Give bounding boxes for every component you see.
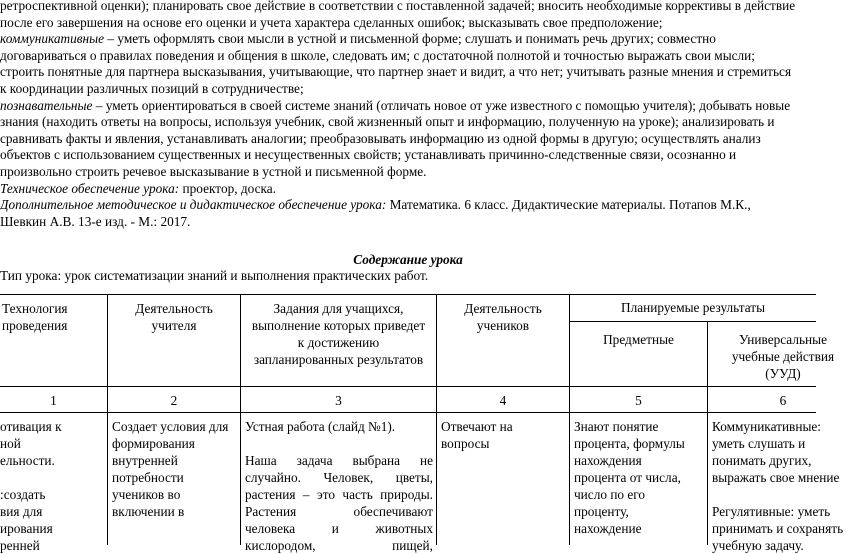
cell-line: Создает условия для [112, 419, 229, 434]
cell-line: потребности [112, 470, 184, 485]
intro-line-text: – уметь ориентироваться в своей системе знаний (отличать новое от уже известного с помощью учителя); добывать новые [92, 97, 791, 113]
cell-line: ирования [0, 521, 53, 536]
col-number-1: 1 [50, 393, 57, 408]
header-subject-results: Предметные [603, 332, 674, 347]
cell-line [0, 469, 106, 486]
intro-line-italic: познавательные [0, 97, 93, 113]
row1-technology [0, 418, 106, 554]
cell-line: понимать других, [712, 453, 812, 468]
header-teacher-activity: Деятельность учителя [135, 301, 213, 333]
intro-line-text: Шевкин А.В. 13-е изд. - М.: 2017. [0, 213, 191, 229]
intro-line-text: сравнивать факты и явления, устанавливать аналогии; преобразовывать информацию из одной формы в другую; осуществлять анализ [0, 130, 761, 146]
cell-line: внутренней [112, 453, 178, 468]
intro-line-text: к координации различных позиций в сотрудничестве; [0, 81, 304, 96]
intro-line-text: Математика. 6 класс. Дидактические материалы. Потапов М.К., [386, 197, 751, 213]
cell-line: вия для [0, 504, 43, 519]
cell-line [245, 435, 433, 452]
cell-line: отивация к [0, 419, 62, 434]
cell-line: проценту, [574, 504, 629, 519]
cell-line: процента от числа, [574, 470, 681, 485]
cell-line: ной [0, 436, 21, 451]
section-title: Содержание урока [353, 252, 463, 267]
header-technology: Технология проведения [2, 301, 68, 333]
intro-line-italic: Техническое обеспечение урока: [0, 180, 180, 196]
cell-line: растения – это часть природы. [245, 487, 433, 502]
cell-line: учеников во [112, 487, 181, 502]
cell-line: Наша задача выбрана не [245, 453, 433, 468]
cell-line: нахождения [574, 453, 642, 468]
cell-line: уметь слушать и [712, 436, 806, 451]
header-planned-results: Планируемые результаты [620, 300, 765, 315]
intro-line-text: строить понятные для партнера высказывания, учитывающие, что партнер знает и видит, а что нет; учитывать разные мнения и стремиться [0, 64, 792, 80]
col-number-3: 3 [335, 393, 342, 408]
col-number-2: 2 [170, 393, 178, 408]
cell-line: :создать [0, 487, 46, 502]
intro-line-text: после его завершения на основе его оценки и учета характера сделанных ошибок; высказывать свое предположение; [0, 14, 663, 30]
intro-line-text: проектор, доска. [179, 180, 277, 196]
cell-line [712, 486, 816, 503]
col-number-6: 6 [779, 393, 787, 408]
row1-subject-results [574, 418, 706, 537]
row1-tasks [245, 418, 433, 554]
row1-teacher-activity [112, 418, 238, 520]
cell-line: нахождение [574, 521, 642, 536]
cell-line: случайно. Человек, цветы, [245, 470, 433, 485]
intro-line-text: договариваться о правилах поведения и общения в школе, следовать им; с достаточной полнотой и точностью выражать свои мысли; [0, 47, 755, 63]
col-number-5: 5 [635, 393, 642, 408]
header-student-activity: Деятельность учеников [464, 301, 542, 333]
cell-line: вопросы [441, 436, 490, 451]
row1-uud [712, 418, 844, 554]
cell-line: выражать свое мнение [712, 470, 840, 485]
cell-line: ельности. [0, 453, 55, 468]
cell-line: принимать и сохранять [712, 521, 844, 536]
table-border-planned [569, 321, 816, 322]
intro-line-text: произвольно строить речевое высказывание в устной и письменной форме. [0, 164, 427, 179]
cell-line: Отвечают на [441, 419, 513, 434]
cell-line: число по его [574, 487, 646, 502]
cell-line: Регулятивные: уметь [712, 504, 831, 519]
header-uud: Универсальные учебные действия (УУД) [731, 332, 835, 381]
intro-line-text: ретроспективной оценки); планировать свое действие в соответствии с поставленной задачей; вносить необходимые коррективы в действие [0, 0, 796, 13]
cell-line: формирования [112, 436, 195, 451]
table-border-header [0, 386, 816, 387]
cell-line: процента, формулы [574, 436, 685, 451]
cell-line: Устная работа (слайд №1). [245, 419, 396, 434]
cell-line: человека и животных [245, 521, 433, 536]
intro-line-italic: Дополнительное методическое и дидактическое обеспечение урока: [0, 197, 387, 213]
row1-student-activity [441, 418, 567, 452]
table-border-numbers [0, 412, 816, 413]
cell-line: кислородом, пищей, [245, 538, 433, 553]
lesson-type: Тип урока: урок систематизации знаний и выполнения практических работ. [0, 268, 429, 283]
intro-line-italic: коммуникативные [0, 31, 105, 47]
table-border-top [0, 294, 816, 295]
intro-line-text: – уметь оформлять свои мысли в устной и письменной форме; слушать и понимать речь других; совместно [104, 31, 716, 47]
header-tasks: Задания для учащихся, выполнение которых приведет к достижению запланированных результатов [251, 301, 426, 367]
cell-line: Коммуникативные: [712, 419, 821, 434]
cell-line: включении в [112, 504, 185, 519]
intro-line-text: знания (находить ответы на вопросы, используя учебник, свой жизненный опыт и информацию, полученную на уроке); анализировать и [0, 114, 775, 130]
cell-line: Растения обеспечивают [245, 504, 433, 519]
cell-line: Знают понятие [574, 419, 659, 434]
intro-line-text: объектов с использованием существенных и несущественных свойств; устанавливать причинно-следственные связи, осознанно и [0, 147, 737, 163]
cell-line: учебную задачу. [712, 538, 804, 553]
col-number-4: 4 [499, 393, 507, 408]
cell-line: ренней [0, 538, 40, 553]
